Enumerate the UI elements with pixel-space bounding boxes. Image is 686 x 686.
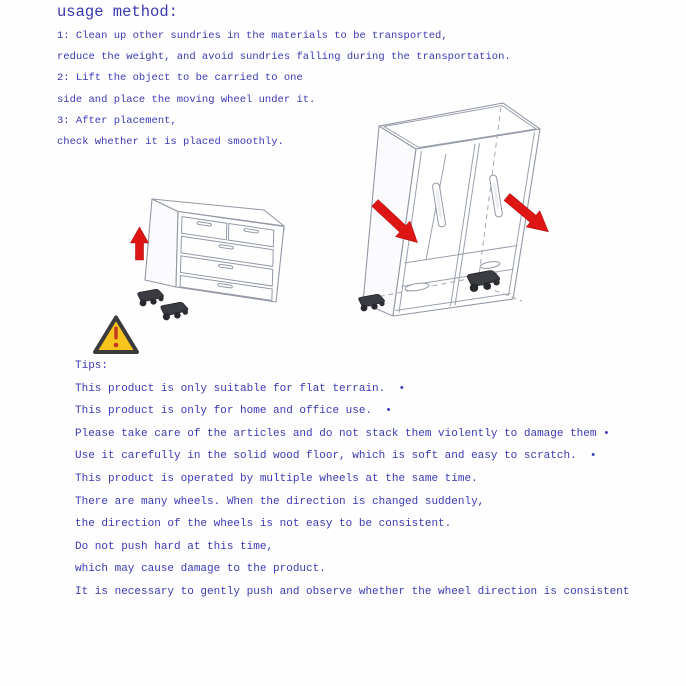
tip-line: It is necessary to gently push and observe whether the wheel direction is consistent [75, 585, 630, 598]
instruction-line: 1: Clean up other sundries in the materials to be transported, [57, 30, 448, 42]
wardrobe-illustration [350, 93, 590, 333]
page-title: usage method: [57, 3, 178, 21]
dresser-side-panel [145, 199, 178, 287]
instruction-line: side and place the moving wheel under it. [57, 93, 316, 106]
tip-line: the direction of the wheels is not easy to be consistent. [75, 518, 452, 531]
tip-line: Please take care of the articles and do not stack them violently to damage them • [75, 427, 610, 440]
instruction-line: check whether it is placed smoothly. [57, 136, 284, 149]
instruction-line: 3: After placement, [57, 114, 177, 127]
tip-line: This product is only suitable for flat terrain. • [75, 382, 406, 395]
tip-line: This product is operated by multiple wheels at the same time. [75, 472, 478, 485]
tip-line: There are many wheels. When the direction is changed suddenly, [75, 495, 485, 508]
instruction-line: reduce the weight, and avoid sundries falling during the transportation. [57, 51, 511, 64]
tips-heading: Tips: [75, 360, 109, 372]
tips-section [75, 355, 630, 604]
tip-line: which may cause damage to the product. [75, 563, 326, 576]
instruction-line: 2: Lift the object to be carried to one [57, 72, 303, 85]
dresser-illustration [118, 185, 318, 340]
up-arrow-icon [131, 227, 149, 260]
tip-line: This product is only for home and office use. • [75, 405, 392, 418]
tip-line: Use it carefully in the solid wood floor, which is soft and easy to scratch. • [75, 450, 597, 463]
dresser-drawers [180, 217, 274, 301]
tip-line: Do not push hard at this time, [75, 540, 274, 553]
warning-triangle-icon [92, 313, 140, 357]
